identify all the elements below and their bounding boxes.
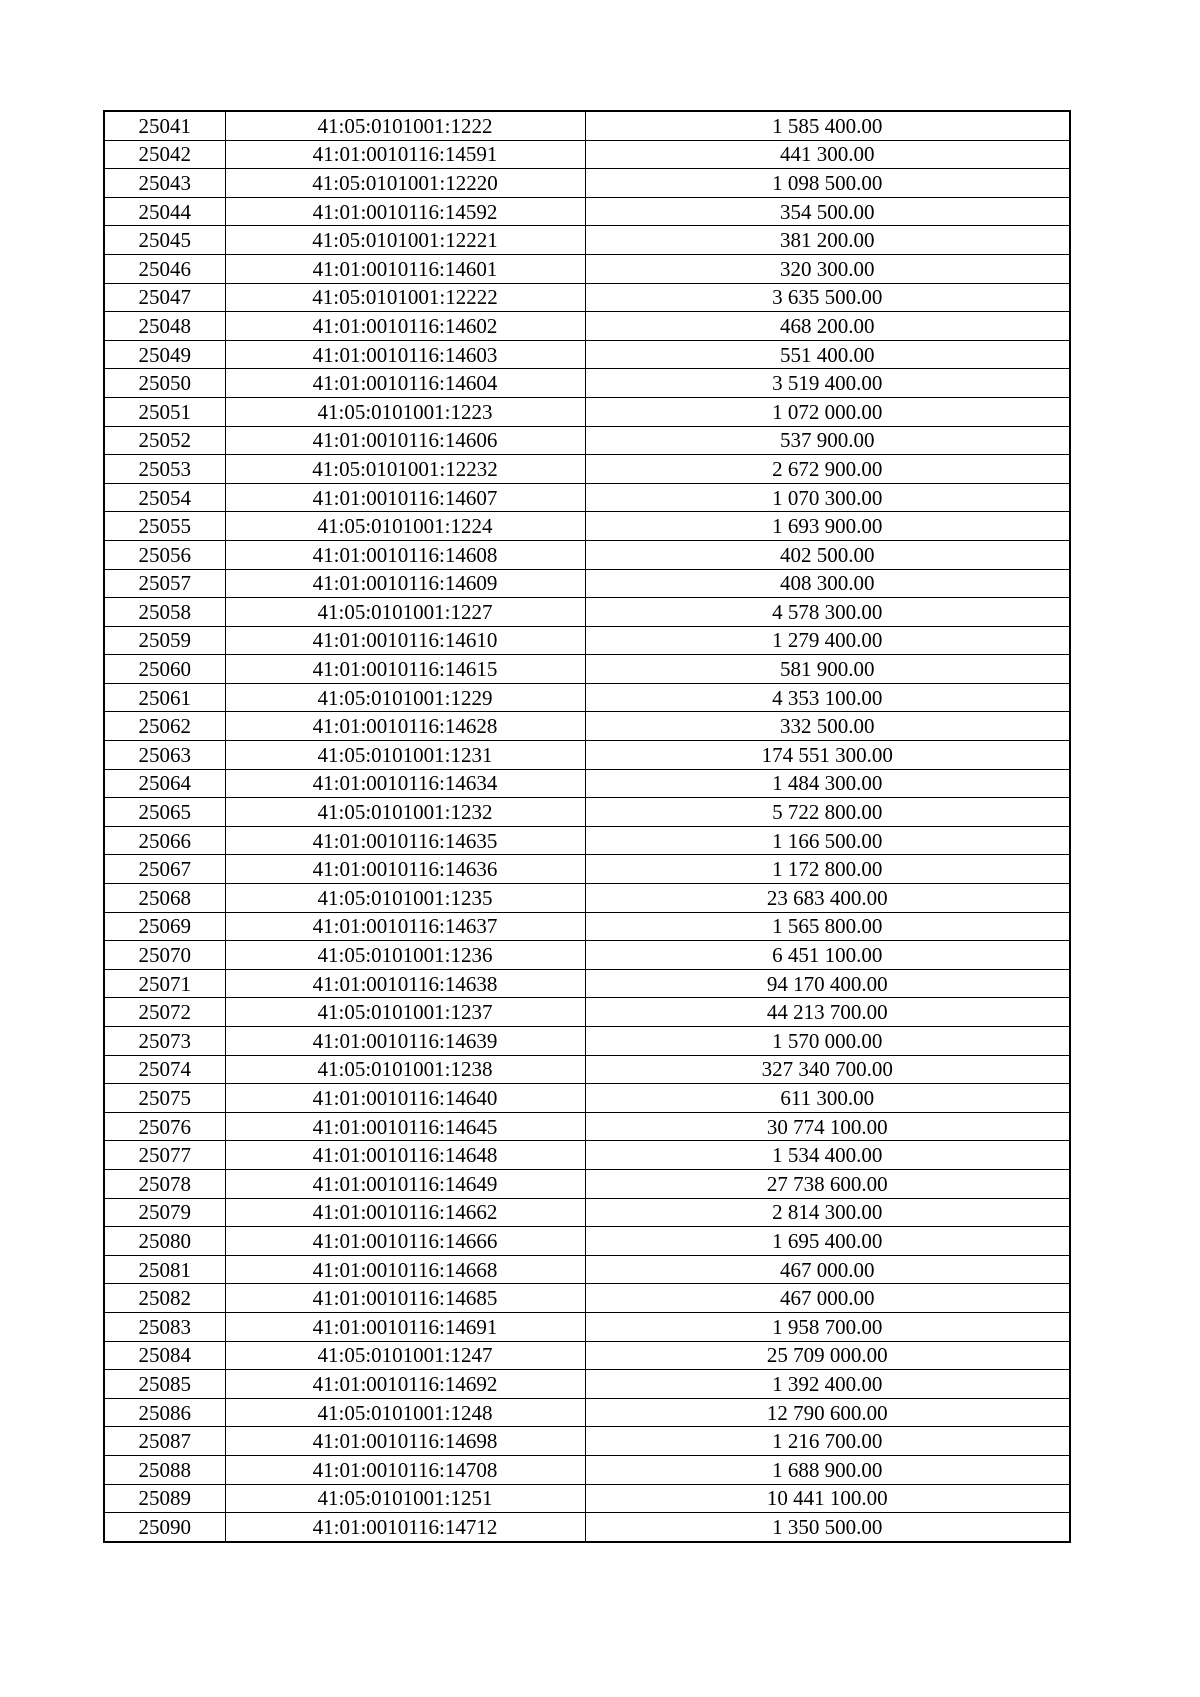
cadastral-number-cell: 41:01:0010116:14637: [225, 912, 585, 941]
cadastral-number-cell: 41:01:0010116:14708: [225, 1455, 585, 1484]
table-row: [104, 741, 1070, 770]
table-row: [104, 1141, 1070, 1170]
row-number-cell: 25072: [104, 998, 225, 1027]
table-row: [104, 626, 1070, 655]
value-cell: 5 722 800.00: [585, 798, 1070, 827]
row-number-cell: 25083: [104, 1312, 225, 1341]
cadastral-number-cell: 41:05:0101001:1247: [225, 1341, 585, 1370]
value-cell: 2 814 300.00: [585, 1198, 1070, 1227]
value-cell: 320 300.00: [585, 254, 1070, 283]
row-number-cell: 25047: [104, 283, 225, 312]
cadastral-number-cell: 41:05:0101001:12222: [225, 283, 585, 312]
table-row: [104, 712, 1070, 741]
value-cell: 441 300.00: [585, 140, 1070, 169]
value-cell: 1 484 300.00: [585, 769, 1070, 798]
row-number-cell: 25052: [104, 426, 225, 455]
cadastral-number-cell: 41:05:0101001:1248: [225, 1398, 585, 1427]
table-row: [104, 912, 1070, 941]
table-row: [104, 1312, 1070, 1341]
cadastral-number-cell: 41:05:0101001:1222: [225, 111, 585, 140]
table-row: [104, 483, 1070, 512]
row-number-cell: 25063: [104, 741, 225, 770]
cadastral-number-cell: 41:01:0010116:14607: [225, 483, 585, 512]
cadastral-number-cell: 41:05:0101001:1231: [225, 741, 585, 770]
row-number-cell: 25054: [104, 483, 225, 512]
row-number-cell: 25075: [104, 1084, 225, 1113]
value-cell: 3 635 500.00: [585, 283, 1070, 312]
cadastral-number-cell: 41:05:0101001:12221: [225, 226, 585, 255]
cadastral-number-cell: 41:01:0010116:14604: [225, 369, 585, 398]
value-cell: 402 500.00: [585, 540, 1070, 569]
cadastral-number-cell: 41:01:0010116:14592: [225, 197, 585, 226]
row-number-cell: 25057: [104, 569, 225, 598]
cadastral-number-cell: 41:01:0010116:14712: [225, 1513, 585, 1542]
row-number-cell: 25058: [104, 598, 225, 627]
table-row: [104, 111, 1070, 140]
row-number-cell: 25043: [104, 169, 225, 198]
cadastral-number-cell: 41:01:0010116:14636: [225, 855, 585, 884]
row-number-cell: 25061: [104, 683, 225, 712]
row-number-cell: 25069: [104, 912, 225, 941]
row-number-cell: 25079: [104, 1198, 225, 1227]
value-cell: 25 709 000.00: [585, 1341, 1070, 1370]
table-row: [104, 769, 1070, 798]
table-row: [104, 169, 1070, 198]
row-number-cell: 25082: [104, 1284, 225, 1313]
table-row: [104, 426, 1070, 455]
table-row: [104, 884, 1070, 913]
value-cell: 1 534 400.00: [585, 1141, 1070, 1170]
cadastral-number-cell: 41:01:0010116:14591: [225, 140, 585, 169]
cadastral-number-cell: 41:05:0101001:1232: [225, 798, 585, 827]
value-cell: 1 072 000.00: [585, 397, 1070, 426]
table-row: [104, 941, 1070, 970]
cadastral-number-cell: 41:05:0101001:12232: [225, 455, 585, 484]
cadastral-number-cell: 41:01:0010116:14606: [225, 426, 585, 455]
table-row: [104, 683, 1070, 712]
value-cell: 1 695 400.00: [585, 1227, 1070, 1256]
table-row: [104, 798, 1070, 827]
cadastral-number-cell: 41:01:0010116:14648: [225, 1141, 585, 1170]
cadastral-number-cell: 41:01:0010116:14698: [225, 1427, 585, 1456]
row-number-cell: 25048: [104, 312, 225, 341]
cadastral-number-cell: 41:05:0101001:1251: [225, 1484, 585, 1513]
value-cell: 1 216 700.00: [585, 1427, 1070, 1456]
cadastral-number-cell: 41:05:0101001:1223: [225, 397, 585, 426]
cadastral-number-cell: 41:05:0101001:12220: [225, 169, 585, 198]
table-row: [104, 998, 1070, 1027]
value-cell: 327 340 700.00: [585, 1055, 1070, 1084]
table-row: [104, 1484, 1070, 1513]
value-cell: 1 166 500.00: [585, 826, 1070, 855]
table-row: [104, 369, 1070, 398]
row-number-cell: 25053: [104, 455, 225, 484]
table-row: [104, 1112, 1070, 1141]
table-row: [104, 1427, 1070, 1456]
table-row: [104, 1198, 1070, 1227]
cadastral-number-cell: 41:05:0101001:1235: [225, 884, 585, 913]
value-cell: 354 500.00: [585, 197, 1070, 226]
value-cell: 332 500.00: [585, 712, 1070, 741]
cadastral-number-cell: 41:01:0010116:14609: [225, 569, 585, 598]
table-row: [104, 969, 1070, 998]
value-cell: 1 279 400.00: [585, 626, 1070, 655]
value-cell: 1 570 000.00: [585, 1027, 1070, 1056]
cadastral-number-cell: 41:01:0010116:14666: [225, 1227, 585, 1256]
cadastral-number-cell: 41:05:0101001:1236: [225, 941, 585, 970]
row-number-cell: 25060: [104, 655, 225, 684]
row-number-cell: 25064: [104, 769, 225, 798]
cadastral-number-cell: 41:05:0101001:1229: [225, 683, 585, 712]
cadastral-number-cell: 41:01:0010116:14601: [225, 254, 585, 283]
value-cell: 44 213 700.00: [585, 998, 1070, 1027]
value-cell: 408 300.00: [585, 569, 1070, 598]
value-cell: 27 738 600.00: [585, 1169, 1070, 1198]
row-number-cell: 25088: [104, 1455, 225, 1484]
value-cell: 1 585 400.00: [585, 111, 1070, 140]
table-row: [104, 655, 1070, 684]
row-number-cell: 25045: [104, 226, 225, 255]
value-cell: 381 200.00: [585, 226, 1070, 255]
row-number-cell: 25065: [104, 798, 225, 827]
cadastral-value-table: [103, 110, 1071, 1543]
table-row: [104, 1055, 1070, 1084]
table-row: [104, 197, 1070, 226]
row-number-cell: 25056: [104, 540, 225, 569]
table-row: [104, 254, 1070, 283]
cadastral-number-cell: 41:01:0010116:14685: [225, 1284, 585, 1313]
row-number-cell: 25041: [104, 111, 225, 140]
cadastral-number-cell: 41:05:0101001:1224: [225, 512, 585, 541]
table-row: [104, 1027, 1070, 1056]
table-row: [104, 855, 1070, 884]
row-number-cell: 25076: [104, 1112, 225, 1141]
cadastral-number-cell: 41:05:0101001:1227: [225, 598, 585, 627]
row-number-cell: 25066: [104, 826, 225, 855]
row-number-cell: 25050: [104, 369, 225, 398]
value-cell: 467 000.00: [585, 1284, 1070, 1313]
value-cell: 2 672 900.00: [585, 455, 1070, 484]
table-row: [104, 312, 1070, 341]
cadastral-number-cell: 41:01:0010116:14639: [225, 1027, 585, 1056]
row-number-cell: 25090: [104, 1513, 225, 1542]
row-number-cell: 25042: [104, 140, 225, 169]
table-row: [104, 283, 1070, 312]
row-number-cell: 25074: [104, 1055, 225, 1084]
value-cell: 1 098 500.00: [585, 169, 1070, 198]
value-cell: 1 565 800.00: [585, 912, 1070, 941]
row-number-cell: 25068: [104, 884, 225, 913]
row-number-cell: 25085: [104, 1370, 225, 1399]
value-cell: 581 900.00: [585, 655, 1070, 684]
value-cell: 4 353 100.00: [585, 683, 1070, 712]
value-cell: 1 693 900.00: [585, 512, 1070, 541]
table-body: [104, 111, 1070, 1542]
cadastral-number-cell: 41:01:0010116:14691: [225, 1312, 585, 1341]
value-cell: 537 900.00: [585, 426, 1070, 455]
table-row: [104, 826, 1070, 855]
cadastral-number-cell: 41:01:0010116:14603: [225, 340, 585, 369]
table-row: [104, 1255, 1070, 1284]
cadastral-number-cell: 41:01:0010116:14668: [225, 1255, 585, 1284]
table-row: [104, 1455, 1070, 1484]
value-cell: 23 683 400.00: [585, 884, 1070, 913]
value-cell: 1 958 700.00: [585, 1312, 1070, 1341]
table-row: [104, 1227, 1070, 1256]
table-row: [104, 140, 1070, 169]
value-cell: 1 172 800.00: [585, 855, 1070, 884]
table-row: [104, 598, 1070, 627]
cadastral-number-cell: 41:05:0101001:1237: [225, 998, 585, 1027]
row-number-cell: 25049: [104, 340, 225, 369]
cadastral-number-cell: 41:01:0010116:14608: [225, 540, 585, 569]
row-number-cell: 25080: [104, 1227, 225, 1256]
table-row: [104, 1284, 1070, 1313]
cadastral-number-cell: 41:01:0010116:14628: [225, 712, 585, 741]
row-number-cell: 25071: [104, 969, 225, 998]
table-row: [104, 569, 1070, 598]
row-number-cell: 25046: [104, 254, 225, 283]
cadastral-number-cell: 41:01:0010116:14645: [225, 1112, 585, 1141]
value-cell: 551 400.00: [585, 340, 1070, 369]
value-cell: 467 000.00: [585, 1255, 1070, 1284]
cadastral-number-cell: 41:01:0010116:14640: [225, 1084, 585, 1113]
value-cell: 30 774 100.00: [585, 1112, 1070, 1141]
row-number-cell: 25055: [104, 512, 225, 541]
cadastral-number-cell: 41:01:0010116:14635: [225, 826, 585, 855]
table-row: [104, 226, 1070, 255]
value-cell: 4 578 300.00: [585, 598, 1070, 627]
row-number-cell: 25086: [104, 1398, 225, 1427]
table-row: [104, 1084, 1070, 1113]
value-cell: 3 519 400.00: [585, 369, 1070, 398]
value-cell: 1 688 900.00: [585, 1455, 1070, 1484]
table-row: [104, 397, 1070, 426]
table-row: [104, 455, 1070, 484]
table-row: [104, 340, 1070, 369]
cadastral-number-cell: 41:01:0010116:14615: [225, 655, 585, 684]
cadastral-number-cell: 41:01:0010116:14638: [225, 969, 585, 998]
table-row: [104, 540, 1070, 569]
value-cell: 174 551 300.00: [585, 741, 1070, 770]
cadastral-number-cell: 41:01:0010116:14602: [225, 312, 585, 341]
value-cell: 611 300.00: [585, 1084, 1070, 1113]
cadastral-number-cell: 41:01:0010116:14649: [225, 1169, 585, 1198]
row-number-cell: 25077: [104, 1141, 225, 1170]
value-cell: 12 790 600.00: [585, 1398, 1070, 1427]
cadastral-number-cell: 41:01:0010116:14662: [225, 1198, 585, 1227]
row-number-cell: 25051: [104, 397, 225, 426]
cadastral-number-cell: 41:01:0010116:14634: [225, 769, 585, 798]
table-row: [104, 1341, 1070, 1370]
value-cell: 1 392 400.00: [585, 1370, 1070, 1399]
cadastral-number-cell: 41:01:0010116:14692: [225, 1370, 585, 1399]
cadastral-number-cell: 41:01:0010116:14610: [225, 626, 585, 655]
value-cell: 6 451 100.00: [585, 941, 1070, 970]
row-number-cell: 25087: [104, 1427, 225, 1456]
row-number-cell: 25073: [104, 1027, 225, 1056]
table-row: [104, 1513, 1070, 1542]
row-number-cell: 25081: [104, 1255, 225, 1284]
row-number-cell: 25067: [104, 855, 225, 884]
table-row: [104, 512, 1070, 541]
row-number-cell: 25059: [104, 626, 225, 655]
table-row: [104, 1169, 1070, 1198]
row-number-cell: 25070: [104, 941, 225, 970]
cadastral-number-cell: 41:05:0101001:1238: [225, 1055, 585, 1084]
table-row: [104, 1370, 1070, 1399]
row-number-cell: 25062: [104, 712, 225, 741]
row-number-cell: 25089: [104, 1484, 225, 1513]
table-row: [104, 1398, 1070, 1427]
row-number-cell: 25084: [104, 1341, 225, 1370]
value-cell: 10 441 100.00: [585, 1484, 1070, 1513]
value-cell: 94 170 400.00: [585, 969, 1070, 998]
row-number-cell: 25078: [104, 1169, 225, 1198]
value-cell: 1 070 300.00: [585, 483, 1070, 512]
value-cell: 468 200.00: [585, 312, 1070, 341]
row-number-cell: 25044: [104, 197, 225, 226]
value-cell: 1 350 500.00: [585, 1513, 1070, 1542]
